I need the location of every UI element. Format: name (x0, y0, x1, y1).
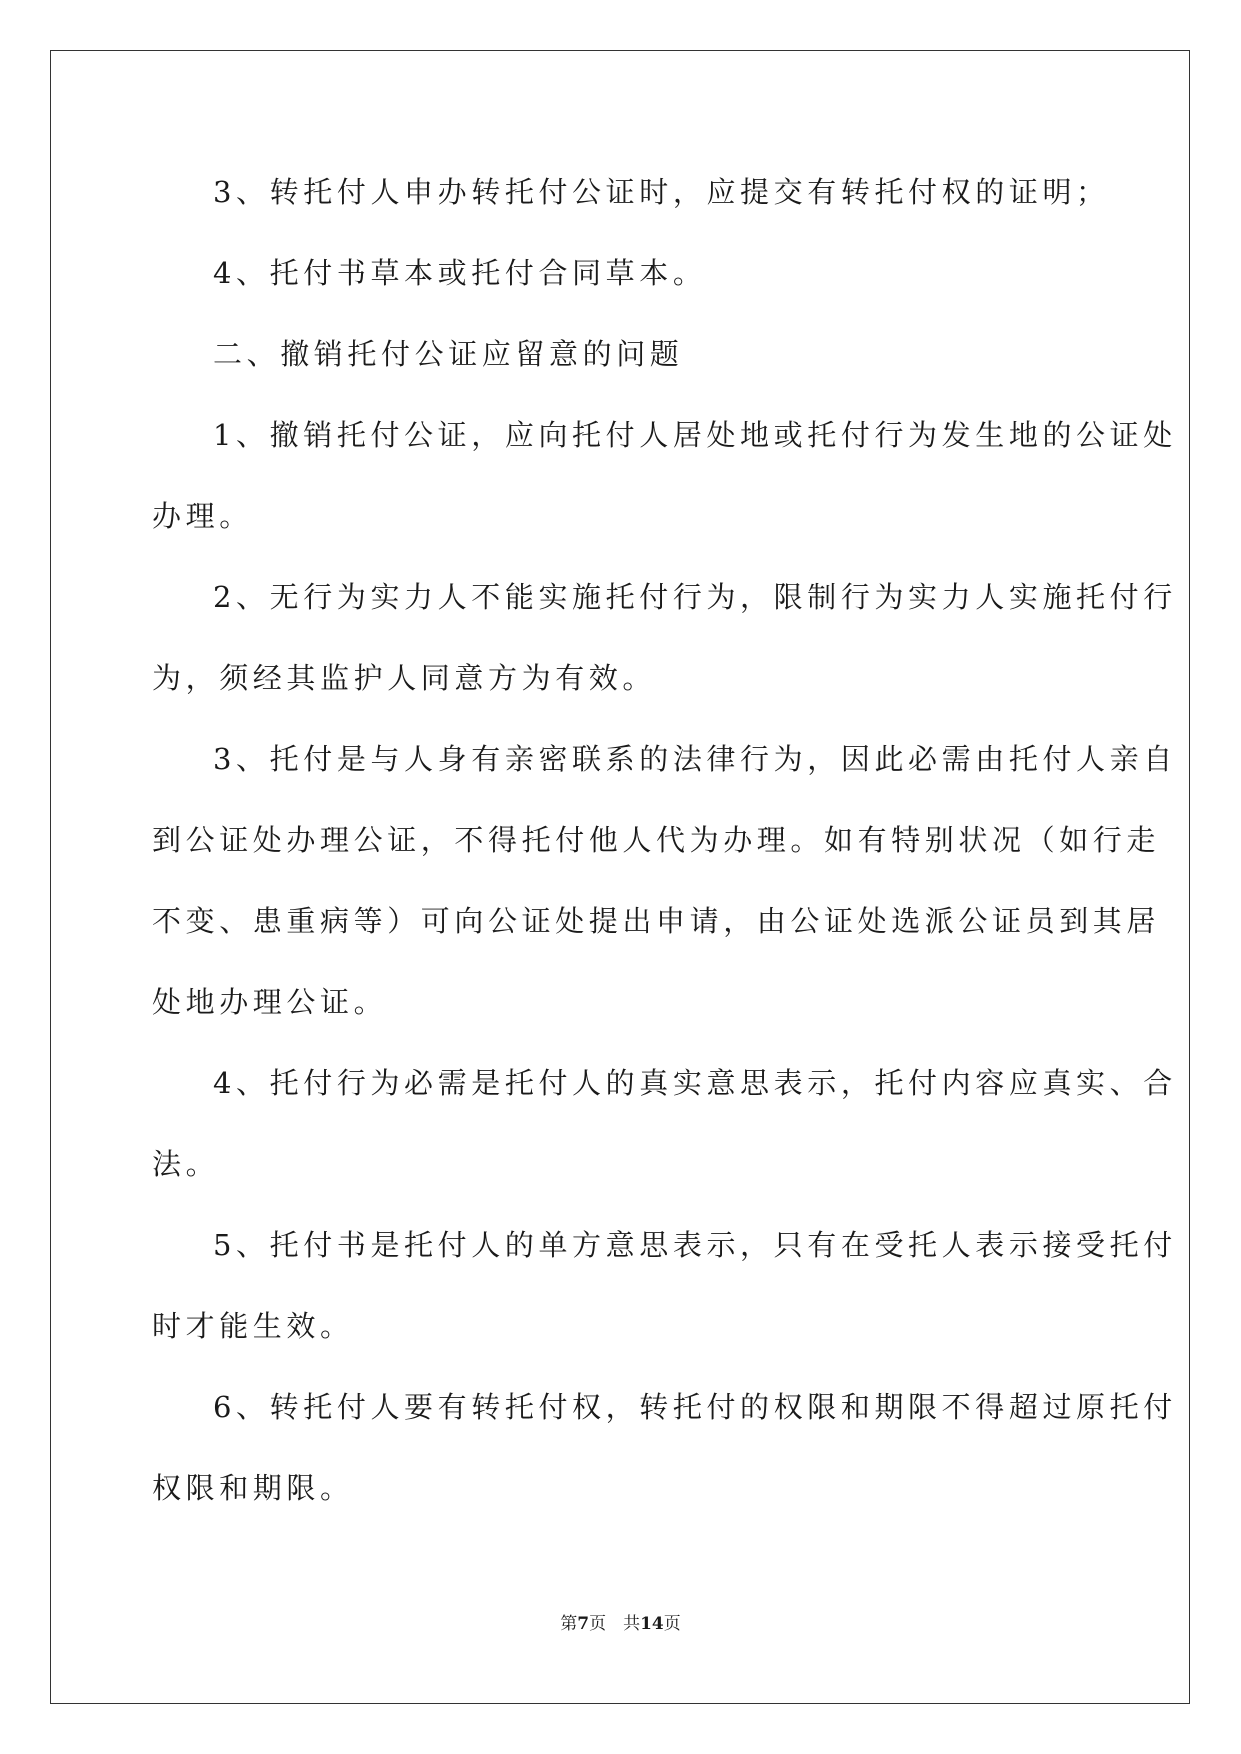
paragraph-line: 2、无行为实力人不能实施托付行为，限制行为实力人实施托付行 (213, 580, 1177, 614)
paragraph-line: 处地办理公证。 (152, 985, 388, 1019)
paragraph-line: 3、托付是与人身有亲密联系的法律行为，因此必需由托付人亲自 (213, 742, 1177, 776)
page-number-footer (0, 1612, 1241, 1636)
total-page-count: 14 (640, 1614, 664, 1634)
paragraph-line: 5、托付书是托付人的单方意思表示，只有在受托人表示接受托付 (213, 1228, 1177, 1262)
current-page-number: 7 (577, 1614, 590, 1634)
paragraph-line: 办理。 (152, 499, 253, 533)
paragraph-line: 4、托付书草本或托付合同草本。 (213, 256, 707, 290)
paragraph-line: 1、撤销托付公证，应向托付人居处地或托付行为发生地的公证处 (213, 418, 1177, 452)
footer-suffix: 页 (663, 1614, 681, 1634)
paragraph-line: 权限和期限。 (152, 1471, 354, 1505)
paragraph-line: 6、转托付人要有转托付权，转托付的权限和期限不得超过原托付 (213, 1390, 1177, 1424)
paragraph-line: 为，须经其监护人同意方为有效。 (152, 661, 657, 695)
footer-prefix: 第 (560, 1614, 578, 1634)
paragraph-line: 3、转托付人申办转托付公证时，应提交有转托付权的证明； (213, 175, 1110, 209)
section-heading: 二、撤销托付公证应留意的问题 (213, 337, 684, 371)
paragraph-line: 不变、患重病等）可向公证处提出申请，由公证处选派公证员到其居 (152, 904, 1161, 938)
paragraph-line: 时才能生效。 (152, 1309, 354, 1343)
page-frame (50, 50, 1190, 1704)
footer-mid: 页 共 (589, 1614, 641, 1634)
paragraph-line: 4、托付行为必需是托付人的真实意思表示，托付内容应真实、合 (213, 1066, 1177, 1100)
paragraph-line: 法。 (152, 1147, 220, 1181)
paragraph-line: 到公证处办理公证，不得托付他人代为办理。如有特别状况（如行走 (152, 823, 1161, 857)
